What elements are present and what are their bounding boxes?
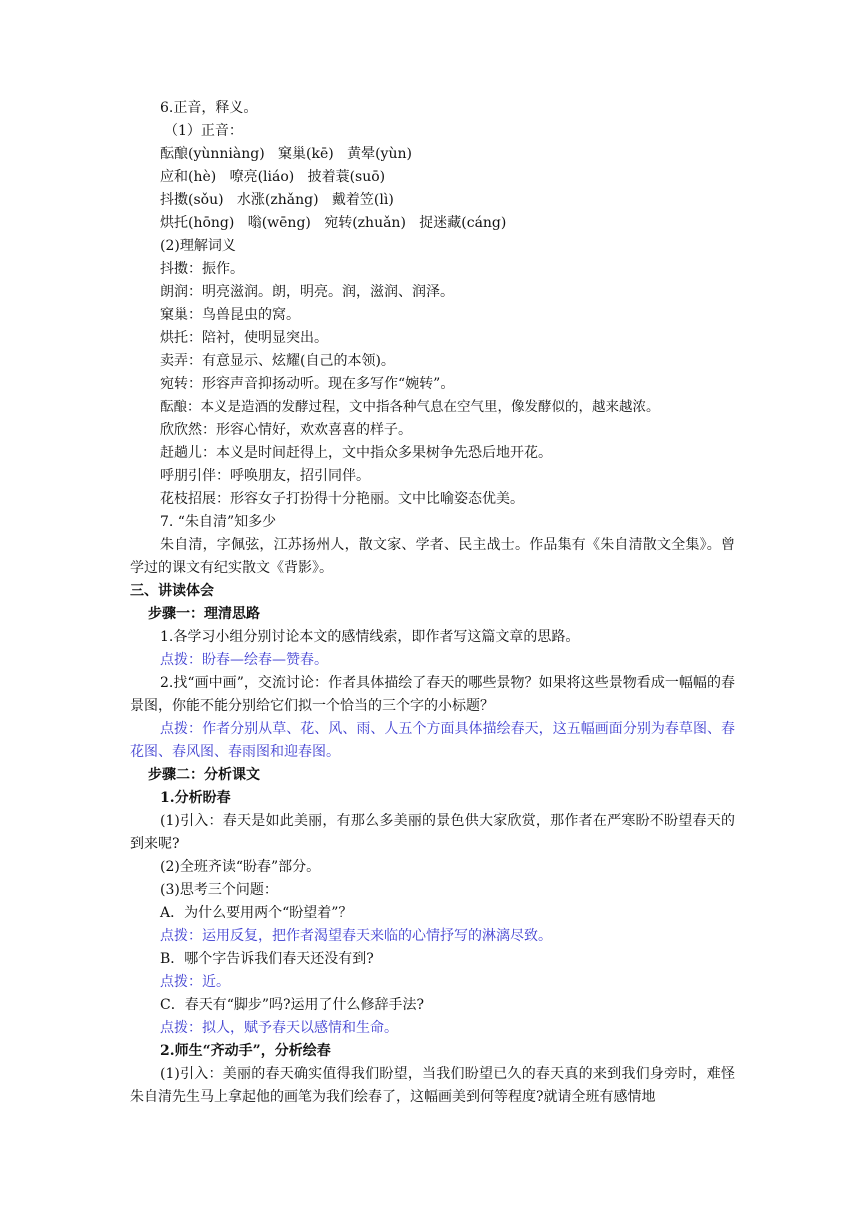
definition-item: 卖弄：有意显示、炫耀(自己的本领)。 — [160, 353, 395, 369]
section-7-heading: 7. “朱自清”知多少 — [160, 514, 277, 530]
step-2-paragraph: (1)引入：春天是如此美丽，有那么多美丽的景色供大家欣赏，那作者在严寒盼不盼望春天的到来呢? — [130, 813, 735, 852]
question-hint: 点拨：运用反复，把作者渴望春天来临的心情抒写的淋漓尽致。 — [160, 928, 552, 944]
definition-item: 宛转：形容声音抑扬动听。现在多写作“婉转”。 — [160, 376, 455, 392]
definition-item: 抖擞：振作。 — [160, 261, 244, 277]
part-3-heading: 三、讲读体会 — [130, 583, 214, 599]
definition-item: 朗润：明亮滋润。朗，明亮。润，滋润、润泽。 — [160, 284, 454, 300]
step-2-paragraph: (1)引入：美丽的春天确实值得我们盼望，当我们盼望已久的春天真的来到我们身旁时，难怪朱自清先生马上拿起他的画笔为我们绘春了，这幅画美到何等程度?就请全班有感情地 — [130, 1066, 735, 1105]
step-2-paragraph: (2)全班齐读“盼春”部分。 — [160, 859, 321, 875]
pronunciation-line: 烘托(hōng) 嗡(wēng) 宛转(zhuǎn) 捉迷藏(cáng) — [160, 215, 507, 231]
step-1-title: 步骤一：理清思路 — [148, 606, 260, 622]
step-1-hint: 点拨：盼春—绘春—赞春。 — [160, 652, 328, 668]
question-item: C．春天有“脚步”吗?运用了什么修辞手法? — [160, 997, 425, 1013]
definitions-subheading: (2)理解词义 — [160, 238, 236, 254]
pronunciation-line: 酝酿(yùnniàng) 窠巢(kē) 黄晕(yùn) — [160, 146, 412, 162]
question-hint: 点拨：拟人，赋予春天以感情和生命。 — [160, 1020, 398, 1036]
pronunciation-subheading: （1）正音： — [164, 123, 243, 139]
step-2-title: 步骤二：分析课文 — [148, 767, 260, 783]
question-item: B．哪个字告诉我们春天还没有到? — [160, 951, 374, 967]
question-hint: 点拨：近。 — [160, 974, 230, 990]
step-1-question: 1.各学习小组分别讨论本文的感情线索，即作者写这篇文章的思路。 — [160, 629, 580, 645]
step-2-paragraph: (3)思考三个问题： — [160, 882, 278, 898]
section-6-heading: 6.正音，释义。 — [160, 100, 258, 116]
definition-item: 花枝招展：形容女子打扮得十分艳丽。文中比喻姿态优美。 — [160, 491, 524, 507]
definition-item: 酝酿：本义是造酒的发酵过程，文中指各种气息在空气里，像发酵似的，越来越浓。 — [160, 399, 660, 415]
step-1-hint: 点拨：作者分别从草、花、风、雨、人五个方面具体描绘春天，这五幅画面分别为春草图、春花图、春风图、春雨图和迎春图。 — [130, 721, 735, 760]
pronunciation-line: 抖擞(sǒu) 水涨(zhǎng) 戴着笠(lì) — [160, 192, 394, 208]
definition-item: 赶趟儿：本义是时间赶得上，文中指众多果树争先恐后地开花。 — [160, 445, 552, 461]
definition-item: 欣欣然：形容心情好，欢欢喜喜的样子。 — [160, 422, 412, 438]
pronunciation-line: 应和(hè) 嘹亮(liáo) 披着蓑(suō) — [160, 169, 386, 185]
step-1-question: 2.找“画中画”，交流讨论：作者具体描绘了春天的哪些景物？如果将这些景物看成一幅幅的春景图，你能不能分别给它们拟一个恰当的三个字的小标题？ — [130, 675, 735, 714]
document-body — [130, 97, 735, 1109]
section-7-body: 朱自清，字佩弦，江苏扬州人，散文家、学者、民主战士。作品集有《朱自清散文全集》。曾学过的课文有纪实散文《背影》。 — [130, 537, 735, 576]
question-item: A．为什么要用两个“盼望着”？ — [160, 905, 353, 921]
definition-item: 呼朋引伴：呼唤朋友，招引同伴。 — [160, 468, 370, 484]
definition-item: 烘托：陪衬，使明显突出。 — [160, 330, 328, 346]
step-2-subsection-title: 2.师生“齐动手”，分析绘春 — [160, 1043, 331, 1059]
step-2-subsection-title: 1.分析盼春 — [160, 790, 231, 806]
definition-item: 窠巢：鸟兽昆虫的窝。 — [160, 307, 300, 323]
